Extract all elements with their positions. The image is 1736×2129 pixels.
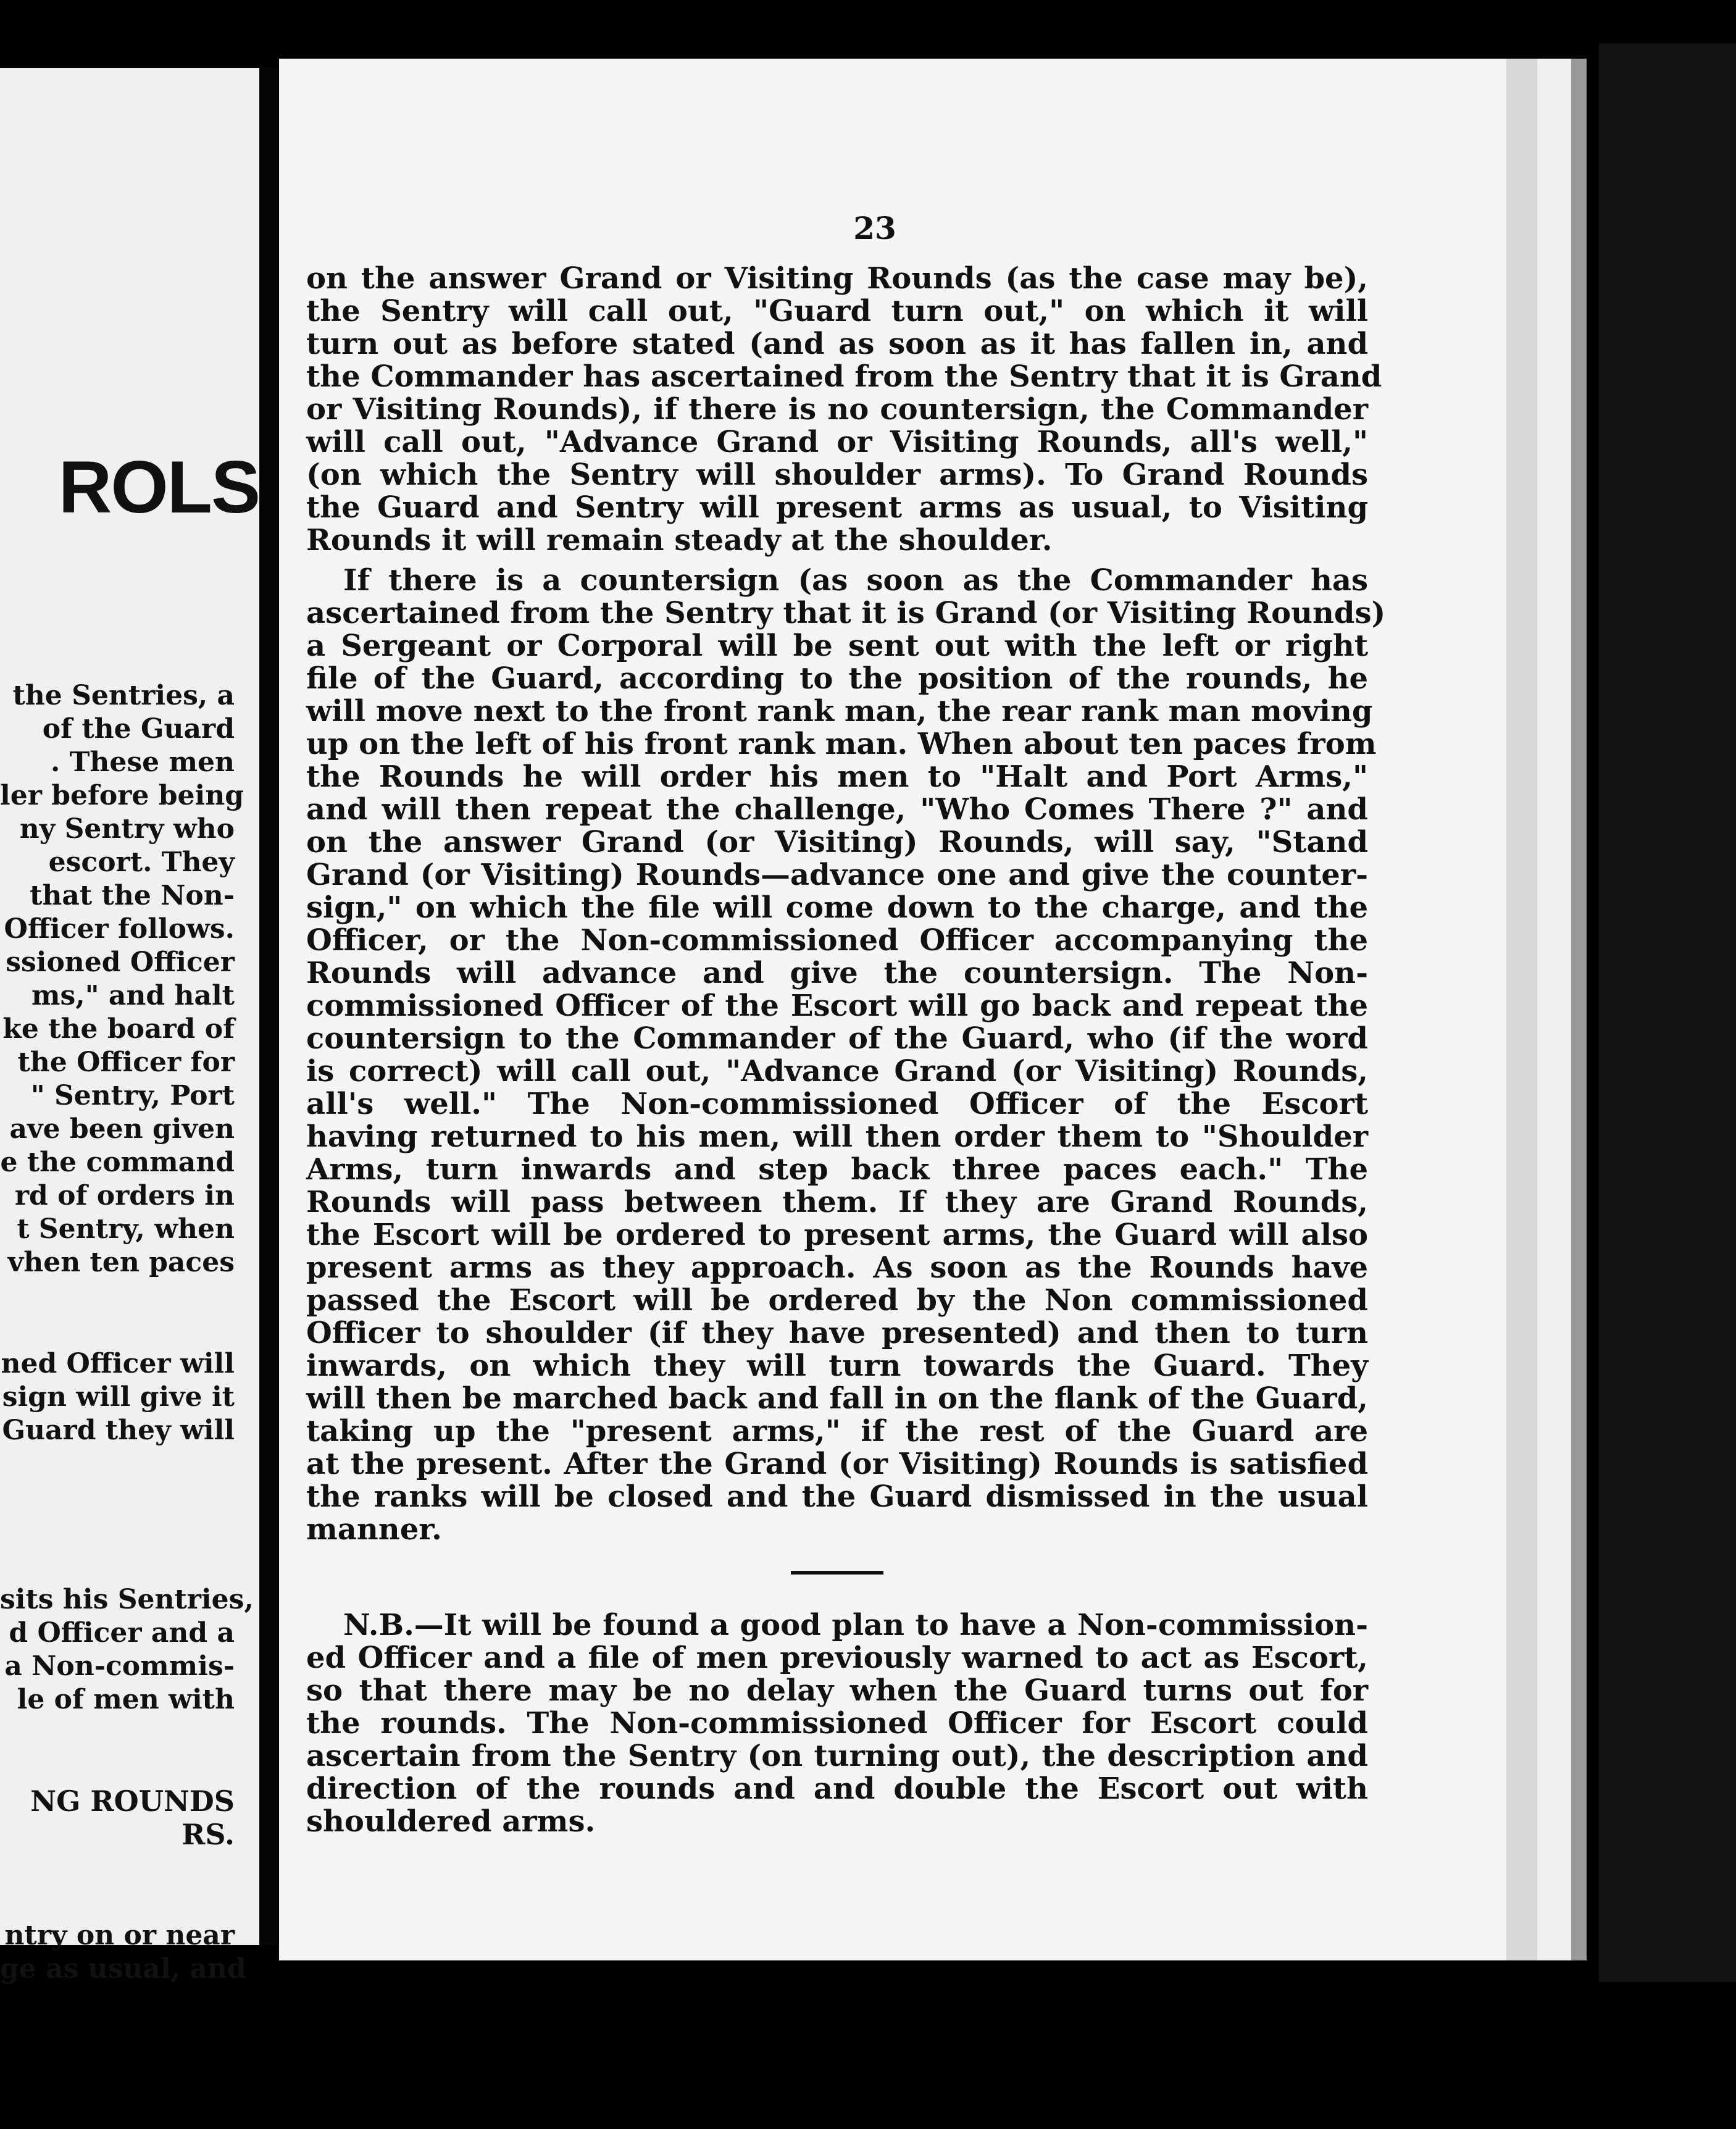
left-page-line: ms," and halt [31,980,235,1011]
text-line: countersign to the Commander of the Guard, who (if the word [306,1021,1368,1056]
text-line: (on which the Sentry will shoulder arms). To Grand Rounds [306,458,1368,492]
left-page-line: t Sentry, when [17,1213,235,1245]
left-page-line: d Officer and a [9,1617,235,1649]
text-line: will then be marched back and fall in on the flank of the Guard, [306,1381,1368,1416]
text-line: will call out, "Advance Grand or Visiting Rounds, all's well," [306,425,1368,459]
left-page-line: escort. They [48,847,235,878]
page-edge [1537,59,1571,1960]
text-line: file of the Guard, according to the position of the rounds, he [306,661,1368,696]
text-line: the ranks will be closed and the Guard dismissed in the usual [306,1479,1368,1514]
right-page [279,59,1572,1960]
left-page [0,68,259,1985]
left-page-line: ned Officer will [1,1348,235,1379]
text-line: the Sentry will call out, "Guard turn out," on which it will [306,294,1368,328]
text-line: at the present. After the Grand (or Visiting) Rounds is satisfied [306,1447,1368,1481]
text-line: is correct) will call out, "Advance Grand (or Visiting) Rounds, [306,1054,1368,1089]
text-line: passed the Escort will be ordered by the Non commissioned [306,1283,1368,1318]
left-page-line: " Sentry, Port [30,1080,235,1111]
text-line: Officer, or the Non-commissioned Officer accompanying the [306,923,1368,958]
text-line: inwards, on which they will turn towards the Guard. They [306,1349,1368,1383]
left-page-line [0,1515,259,1583]
text-line: all's well." The Non-commissioned Officer of the Escort [306,1087,1368,1121]
left-page-line: Officer follows. [4,913,235,945]
text-line: Officer to shoulder (if they have presented) and then to turn [306,1316,1368,1350]
text-line: up on the left of his front rank man. When about ten paces from [306,727,1377,761]
text-line: ascertain from the Sentry (on turning out), the description and [306,1739,1368,1773]
left-page-line: the Sentries, a [12,680,235,711]
left-page-line: a Non-commis- [4,1650,235,1682]
book-cover-edge [1599,43,1736,1982]
left-page-line: the Officer for [17,1047,235,1078]
text-line: will move next to the front rank man, the rear rank man moving [306,694,1373,729]
page-edge [1506,59,1537,1960]
text-line: the rounds. The Non-commissioned Officer for Escort could [306,1706,1368,1741]
text-line: If there is a countersign (as soon as the Commander has [343,563,1368,598]
left-page-line: vhen ten paces [7,1247,235,1278]
left-page-line: ny Sentry who [19,813,235,845]
text-line: sign," on which the file will come down to the charge, and the [306,890,1368,925]
left-page-line: ke the board of [2,1013,235,1045]
text-line: and will then repeat the challenge, "Who Comes There ?" and [306,792,1368,827]
left-page-line: that the Non- [30,880,235,911]
text-line: Rounds it will remain steady at the shoulder. [306,523,1053,558]
text-line: direction of the rounds and and double the Escort out with [306,1771,1368,1806]
left-page-line: of the Guard [42,713,235,745]
text-line: so that there may be no delay when the Guard turns out for [306,1673,1368,1708]
text-line: present arms as they approach. As soon as the Rounds have [306,1250,1368,1285]
left-page-line: ler before being [0,780,244,811]
text-line: Arms, turn inwards and step back three paces each." The [306,1152,1368,1187]
left-page-line [0,1717,259,1784]
left-page-text [0,679,259,1986]
text-line: ed Officer and a file of men previously warned to act as Escort, [306,1641,1368,1675]
left-page-line: e the command [0,1147,235,1178]
text-line: the Rounds he will order his men to "Halt and Port Arms," [306,759,1368,794]
text-line: shouldered arms. [306,1804,596,1839]
left-page-line: ave been given [9,1113,235,1145]
text-line: or Visiting Rounds), if there is no countersign, the Commander [306,392,1368,427]
left-page-line [0,1851,259,1919]
text-line: Grand (or Visiting) Rounds—advance one and give the counter- [306,858,1368,892]
left-page-line: ntry on or near [4,1920,235,1951]
left-page-line: rd of orders in [14,1180,235,1211]
page-number: 23 [853,210,896,246]
text-line: N.B.—It will be found a good plan to have a Non-commission- [343,1608,1368,1642]
left-page-line [0,1279,259,1347]
paragraph-note [306,1609,1368,1838]
text-line: the Escort will be ordered to present arms, the Guard will also [306,1218,1368,1252]
left-page-line: sign will give it [2,1381,235,1413]
text-line: on the answer Grand (or Visiting) Rounds, will say, "Stand [306,825,1368,860]
text-line: on the answer Grand or Visiting Rounds (as the case may be), [306,261,1368,296]
left-page-heading: ROLS [58,446,259,529]
paragraph-rounds-countersign [306,563,1386,1547]
left-page-line: Guard they will [2,1415,235,1446]
text-line: manner. [306,1512,442,1547]
section-divider [791,1571,883,1575]
page-edge [1571,59,1587,1960]
text-line: taking up the "present arms," if the rest of the Guard are [306,1414,1368,1449]
left-page-line: . These men [51,747,235,778]
left-page-line: sits his Sentries, [0,1584,254,1615]
left-page-line [0,1447,259,1515]
paragraph-rounds-no-countersign [306,261,1382,558]
left-page-line: NG ROUNDS [30,1784,235,1818]
text-line: a Sergeant or Corporal will be sent out with the left or right [306,629,1368,663]
text-line: commissioned Officer of the Escort will go back and repeat the [306,989,1368,1023]
text-line: the Guard and Sentry will present arms as usual, to Visiting [306,490,1368,525]
text-line: turn out as before stated (and as soon as it has fallen in, and [306,327,1368,361]
text-line: Rounds will pass between them. If they are Grand Rounds, [306,1185,1368,1219]
left-page-line: le of men with [17,1684,235,1715]
book-gutter [259,68,278,1945]
page-text [306,261,1386,1846]
left-page-line: ge as usual, and [0,1953,246,1985]
text-line: having returned to his men, will then order them to "Shoulder [306,1119,1368,1154]
text-line: the Commander has ascertained from the Sentry that it is Grand [306,359,1382,394]
text-line: ascertained from the Sentry that it is Grand (or Visiting Rounds) [306,596,1386,630]
left-page-line: ssioned Officer [6,947,235,978]
left-page-line: RS. [182,1818,235,1851]
text-line: Rounds will advance and give the countersign. The Non- [306,956,1368,990]
